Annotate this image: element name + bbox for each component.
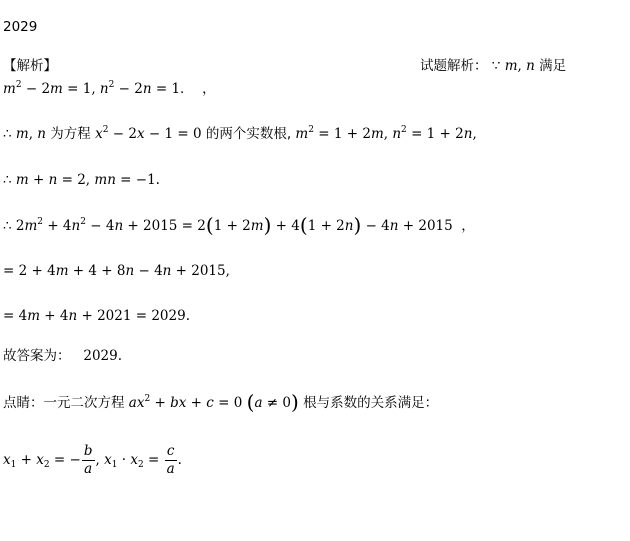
hint-cond: 满足 xyxy=(539,58,567,74)
vieta-line: ∴ m + n = 2, mn = −1. xyxy=(3,172,160,188)
hint-vars: ∵ m, n xyxy=(491,58,535,74)
answer-value: 2029 xyxy=(3,19,38,35)
note-text-1: 点睛：一元二次方程 xyxy=(3,395,125,411)
condition-equations: $m^2 - 2m = 1$, $n^2 - 2n = 1$． ， xyxy=(3,80,216,97)
result-line: = 4m + 4n + 2021 = 2029. xyxy=(3,308,190,324)
roots-line: ∴ m, n 为方程 $x^2 - 2x - 1 = 0$ 的两个实数根, $m^2 = 1 + 2m$, $n^2 = 1 + 2n$, xyxy=(3,125,477,142)
vieta-formula: $x_1 + x_2$ = − $\frac{b}{a}$ , $x_1 \cdot x_2$ = $\frac{c}{a}$ . xyxy=(3,443,182,477)
conclusion-value: 2029. xyxy=(83,348,123,364)
note-text-2: 根与系数的关系满足： xyxy=(303,395,439,411)
roots-text-2: 的两个实数根, xyxy=(205,126,292,142)
conclusion-line xyxy=(3,347,122,365)
expression-line: ∴ $2m^2 + 4n^2 - 4n + 2015 = 2(1 + 2m) + 4(1 + 2n) - 4n + 2015$ ， xyxy=(3,213,475,237)
analysis-label: 【解析】 xyxy=(3,58,57,74)
roots-text-1: 为方程 xyxy=(50,126,91,142)
hint-line xyxy=(420,57,566,75)
expand-line: = 2 + 4m + 4 + 8n − 4n + 2015, xyxy=(3,263,230,279)
note-line: 点睛：一元二次方程 $ax^2$ + bx + c = 0 (a ≠ 0) 根与系数的关系满足： xyxy=(3,390,439,414)
conclusion-label: 故答案为： xyxy=(3,348,71,364)
hint-label: 试题解析： xyxy=(420,58,488,74)
